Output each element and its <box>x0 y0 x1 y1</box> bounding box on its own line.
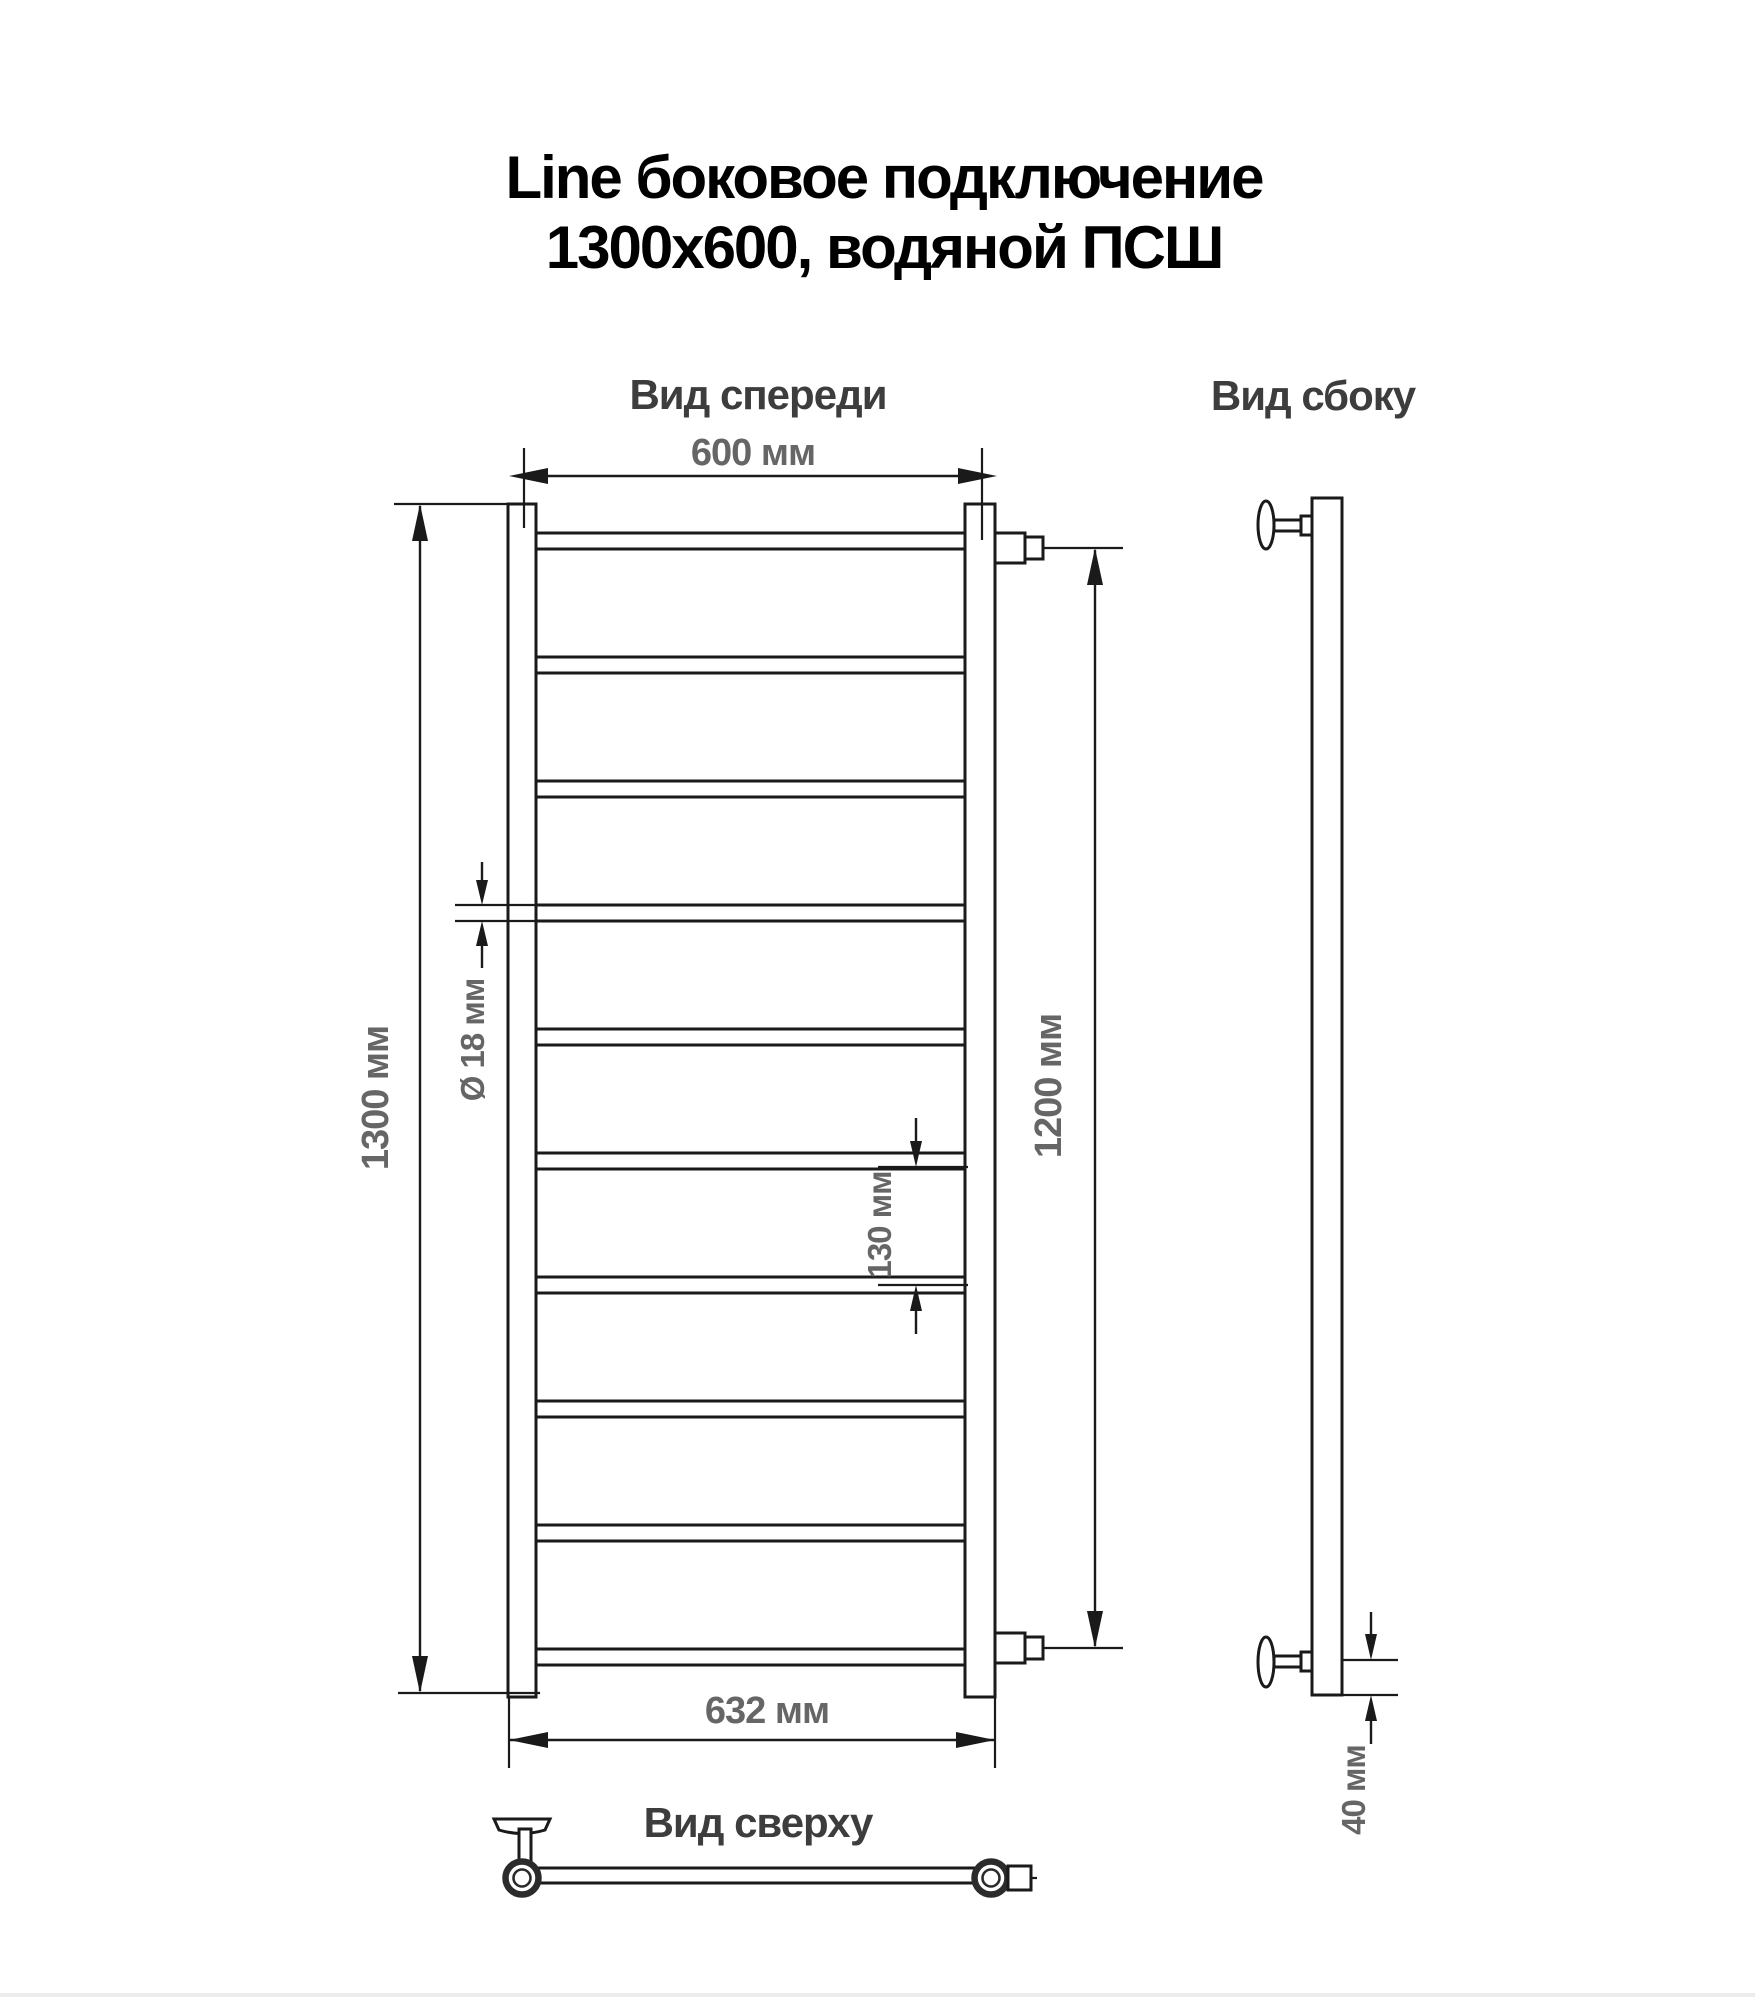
arrowhead-up <box>1365 1695 1377 1721</box>
rung <box>518 1649 978 1665</box>
right-post <box>965 504 995 1697</box>
arrowhead-up <box>476 921 488 946</box>
rung <box>518 533 978 549</box>
arrowhead-down <box>412 1656 428 1693</box>
rung <box>518 781 978 797</box>
page-edge-strip <box>0 1993 1755 1997</box>
rungs <box>518 533 978 1665</box>
bracket-flange <box>1258 1637 1274 1687</box>
union-nut <box>506 1862 539 1895</box>
rung <box>518 1525 978 1541</box>
arrowhead-left <box>509 468 548 484</box>
dimension-diameter-label: Ø 18 мм <box>454 978 491 1102</box>
connection-bracket <box>1008 1866 1031 1890</box>
rung <box>518 1029 978 1045</box>
dimension-130 <box>861 1118 968 1334</box>
top-view-tube <box>538 1868 975 1883</box>
dimension-1200 <box>1028 548 1103 1648</box>
arrowhead-down <box>1087 1611 1103 1648</box>
bracket-stem <box>519 1829 531 1862</box>
left-post <box>508 504 536 1697</box>
dimension-40-label: 40 мм <box>1335 1745 1372 1835</box>
bottom-connection-stub <box>995 1633 1123 1663</box>
arrowhead-up <box>412 504 428 541</box>
bracket-collar <box>1301 516 1312 535</box>
top-view-right-fitting <box>975 1862 1038 1895</box>
arrowhead-right <box>956 1732 995 1748</box>
side-view-label: Вид сбоку <box>1210 372 1416 419</box>
stub-union-nut <box>1025 1637 1043 1659</box>
side-profile-bar <box>1312 498 1342 1695</box>
arrowhead-left <box>509 1732 548 1748</box>
arrowhead-down <box>476 880 488 905</box>
stub-body <box>995 1633 1025 1663</box>
arrowhead-right <box>958 468 997 484</box>
drawing-title <box>505 144 1263 281</box>
dimension-632 <box>509 1690 995 1768</box>
front-view <box>355 371 1123 1768</box>
bracket-stem <box>1274 1656 1302 1667</box>
arrowhead-up <box>1087 548 1103 585</box>
union-nut <box>975 1862 1008 1895</box>
top-view-left-fitting <box>506 1862 539 1895</box>
bottom-wall-bracket <box>1258 1637 1312 1687</box>
top-view-wall-bracket <box>494 1819 550 1862</box>
rung <box>518 1401 978 1417</box>
dimension-130-label: 130 мм <box>861 1171 898 1279</box>
side-view <box>1211 372 1417 1835</box>
dimension-1200-label: 1200 мм <box>1028 1013 1070 1159</box>
top-connection-stub <box>995 533 1123 563</box>
rung <box>518 905 978 921</box>
title-line-1: Line боковое подключение <box>505 144 1263 211</box>
title-line-2: 1300х600, водяной ПСШ <box>545 214 1223 281</box>
front-view-label: Вид спереди <box>629 371 887 418</box>
arrowhead-down <box>1365 1634 1377 1660</box>
stub-union-nut <box>1025 537 1043 559</box>
dimension-1300-label: 1300 мм <box>355 1025 397 1171</box>
bracket-stem <box>1274 520 1302 531</box>
bracket-flange <box>1258 501 1274 549</box>
bracket-collar <box>1301 1652 1312 1671</box>
stub-body <box>995 533 1025 563</box>
rung <box>518 657 978 673</box>
top-wall-bracket <box>1258 501 1312 549</box>
dimension-600-label: 600 мм <box>690 432 816 474</box>
top-view <box>494 1799 1037 1895</box>
top-view-label: Вид сверху <box>643 1799 873 1846</box>
dimension-632-label: 632 мм <box>704 1690 830 1732</box>
dimension-600 <box>509 432 997 540</box>
